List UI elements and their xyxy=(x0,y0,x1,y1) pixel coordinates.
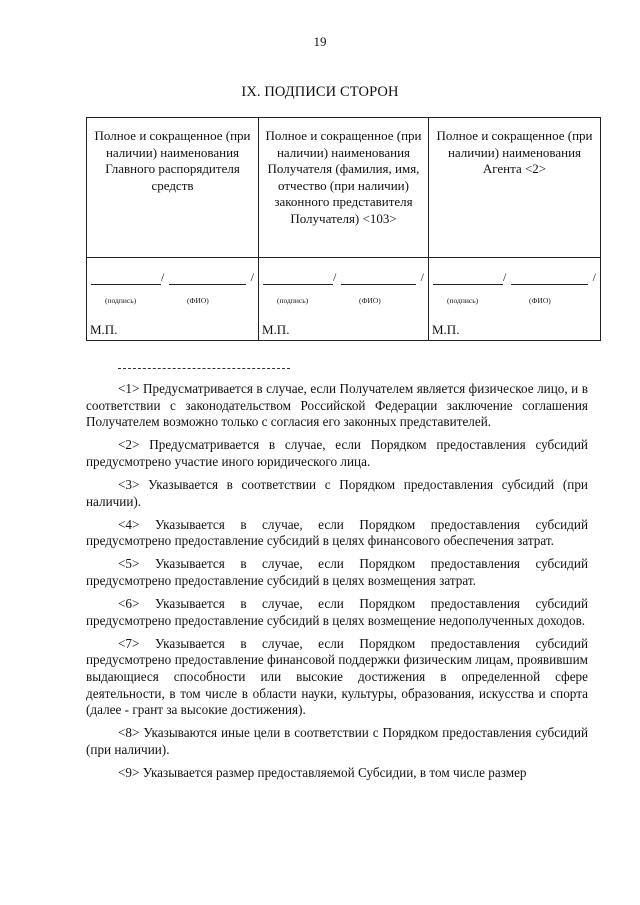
footnote-separator xyxy=(118,366,290,369)
footnote-1: <1> Предусматривается в случае, если Получателем является физическое лицо, и в соответствии с законодательством Российской Федерации заключение соглашения Получателем возможно только с согласия его законных представителей. xyxy=(86,381,588,430)
caption-fio: (ФИО) xyxy=(187,296,209,305)
caption-signature: (подпись) xyxy=(277,296,309,305)
party-cell-chief-administrator xyxy=(87,118,259,258)
slash: / xyxy=(333,270,337,284)
seal-label: М.П. xyxy=(432,322,460,337)
seal-label: М.П. xyxy=(262,322,290,337)
caption-signature: (подпись) xyxy=(105,296,137,305)
slash: / xyxy=(250,270,254,284)
footnote-2: <2> Предусматривается в случае, если Порядком предоставления субсидий предусмотрено участие иного юридического лица. xyxy=(86,437,588,469)
footnotes xyxy=(86,366,588,788)
caption-signature: (подпись) xyxy=(447,296,479,305)
slash: / xyxy=(592,270,596,284)
page-number: 19 xyxy=(313,34,327,49)
party-names-row xyxy=(87,118,601,258)
footnote-7: <7> Указывается в случае, если Порядком предоставления субсидий предусмотрено предоставление финансовой поддержки физическим лицам, проявившим выдающиеся способности или высокие достижения в определенной сфере деятельности, в том числе в области науки, культуры, образования, искусства и спорта (далее - грант за высокие достижения). xyxy=(86,635,588,718)
party-cell-agent xyxy=(429,118,601,258)
footnote-3: <3> Указывается в соответствии с Порядком предоставления субсидий (при наличии). xyxy=(86,476,588,509)
signature-line xyxy=(263,272,424,286)
footnote-5: <5> Указывается в случае, если Порядком предоставления субсидий предусмотрено предоставление субсидий в целях возмещения затрат. xyxy=(86,556,588,588)
footnote-9: <9> Указывается размер предоставляемой Субсидии, в том числе размер xyxy=(118,764,527,780)
section-title: IX. ПОДПИСИ СТОРОН xyxy=(241,84,399,100)
footnote-8: <8> Указываются иные цели в соответствии с Порядком предоставления субсидий (при наличии). xyxy=(86,725,588,757)
footnote-6: <6> Указывается в случае, если Порядком предоставления субсидий предусмотрено предоставление субсидий в целях возмещение недополученных доходов. xyxy=(86,596,588,628)
party-cell-recipient xyxy=(259,118,429,258)
caption-fio: (ФИО) xyxy=(529,296,551,305)
signature-cell-recipient xyxy=(259,258,429,341)
signature-cell-agent xyxy=(429,258,601,341)
party-name-recipient: Полное и сокращенное (при наличии) наименования Получателя (фамилия, имя, отчество (при наличии) законного представителя Получателя) <103> xyxy=(265,128,422,226)
signature-cell-chief-administrator xyxy=(87,258,259,341)
signature-line xyxy=(433,272,596,286)
signatures-row xyxy=(87,258,601,341)
seal-label: М.П. xyxy=(90,322,118,337)
slash: / xyxy=(420,270,424,284)
signature-line xyxy=(91,272,254,286)
slash: / xyxy=(161,270,165,284)
footnote-4: <4> Указывается в случае, если Порядком предоставления субсидий предусмотрено предоставление субсидий в целях финансового обеспечения затрат. xyxy=(86,516,588,549)
caption-fio: (ФИО) xyxy=(359,296,381,305)
party-name-agent: Полное и сокращенное (при наличии) наименования Агента <2> xyxy=(436,128,593,176)
signatures-table xyxy=(86,117,601,341)
slash: / xyxy=(503,270,507,284)
party-name-chief-administrator: Полное и сокращенное (при наличии) наименования Главного распорядителя средств xyxy=(94,128,251,193)
